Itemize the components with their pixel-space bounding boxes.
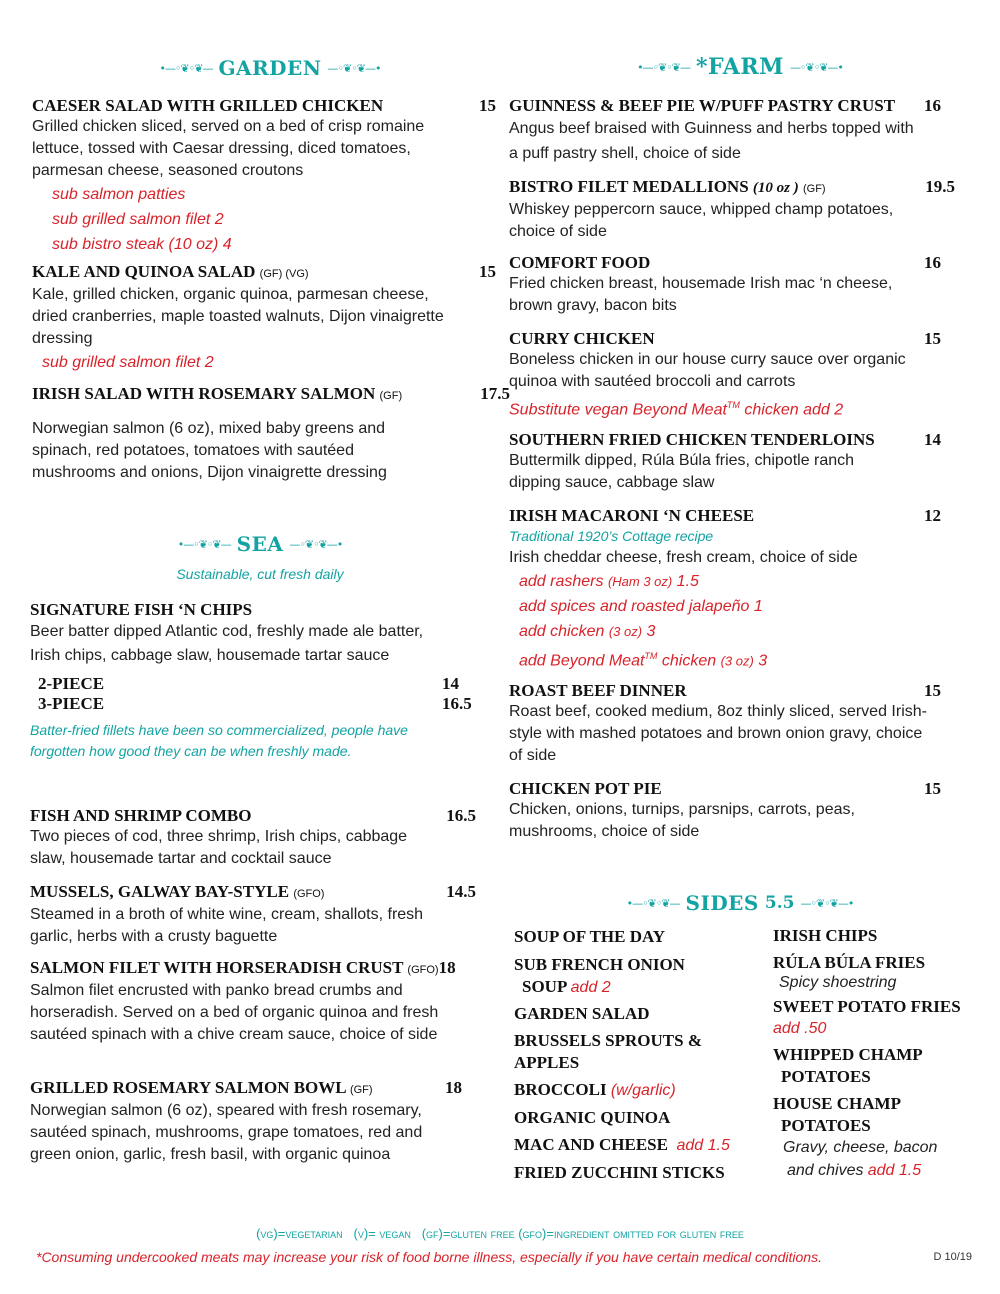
sides-header [600, 891, 880, 915]
side-item: ORGANIC QUINOA [514, 1108, 671, 1127]
item-name: GRILLED ROSEMARY SALMON BOWL [30, 1078, 346, 1097]
farm-header [600, 54, 880, 80]
item-name: SOUTHERN FRIED CHICKEN TENDERLOINS [509, 430, 875, 449]
item-name: CURRY CHICKEN [509, 329, 655, 348]
item-price: 18 [438, 958, 456, 977]
menu-item [32, 262, 496, 375]
menu-item [509, 177, 959, 243]
side-item: BRUSSELS SPROUTS & APPLES [514, 1031, 703, 1072]
item-price: 15 [479, 96, 496, 115]
flourish-icon: •—◦❦◦❦— [177, 537, 231, 551]
option-price: 16.5 [442, 694, 472, 713]
side-item: SOUP OF THE DAY [514, 927, 665, 946]
flourish-icon: •—◦❦◦❦— [626, 896, 680, 910]
menu-item [509, 506, 949, 673]
option-row [38, 674, 476, 694]
sea-header [130, 532, 390, 556]
menu-item [30, 958, 480, 1046]
item-add: add rashers (Ham 3 oz) 1.5 [519, 573, 699, 590]
side-item: HOUSE CHAMP POTATOES Gravy, cheese, bacon and chives add 1.5 [773, 1094, 938, 1179]
menu-item [32, 384, 510, 484]
item-tags: (GF) [349, 1084, 373, 1096]
option-name: 3-PIECE [38, 694, 105, 713]
side-item: IRISH CHIPS [773, 926, 878, 945]
item-add: add chicken (3 oz) 3 [519, 623, 656, 640]
item-desc: Roast beef, cooked medium, 8oz thinly sliced, served Irish-style with mashed potatoes and brown onion gravy, choice of side [509, 703, 927, 764]
menu-item [32, 96, 496, 257]
menu-item [30, 882, 480, 948]
side-item: SWEET POTATO FRIES add .50 [773, 997, 961, 1037]
item-name: SALMON FILET WITH HORSERADISH CRUST [30, 958, 404, 977]
menu-item [509, 779, 949, 843]
item-desc: Chicken, onions, turnips, parsnips, carrots, peas, mushrooms, choice of side [509, 801, 855, 840]
flourish-icon: —◦❦◦❦—• [289, 537, 343, 551]
side-item: BROCCOLI (w/garlic) [514, 1080, 676, 1099]
item-price: 14.5 [446, 882, 476, 901]
menu-item [509, 253, 949, 317]
item-desc: Steamed in a broth of white wine, cream, shallots, fresh garlic, herbs with a crusty baguette [30, 906, 424, 945]
option-row [38, 694, 476, 714]
item-sub: Substitute vegan Beyond Meat™ chicken add 2 [509, 400, 844, 419]
item-desc: Salmon filet encrusted with panko bread crumbs and horseradish. Served on a bed of organic quinoa and fresh sautéed spinach with a chive cream sauce, choice of side [30, 982, 439, 1043]
item-desc: Buttermilk dipped, Rúla Búla fries, chipotle ranch dipping sauce, cabbage slaw [509, 452, 855, 491]
section-title-farm: *FARM [695, 54, 785, 80]
item-price: 19.5 [925, 177, 955, 196]
side-item: SUB FRENCH ONION SOUP add 2 [514, 955, 685, 996]
item-name: COMFORT FOOD [509, 253, 651, 272]
item-price: 16 [924, 96, 941, 115]
flourish-icon: —◦❦◦❦—• [327, 61, 381, 75]
item-note: Traditional 1920’s Cottage recipe [509, 528, 714, 544]
item-tags: (GFO) [407, 964, 439, 976]
item-name: IRISH SALAD WITH ROSEMARY SALMON [32, 384, 376, 403]
item-price: 12 [924, 506, 941, 525]
flourish-icon: —◦❦◦❦—• [800, 896, 854, 910]
section-title-sea: SEA [236, 532, 284, 556]
item-price: 16.5 [446, 806, 476, 825]
item-add: add spices and roasted jalapeño 1 [519, 598, 763, 615]
flourish-icon: —◦❦◦❦—• [790, 60, 843, 74]
garden-header [130, 56, 410, 80]
item-name: KALE AND QUINOA SALAD [32, 262, 256, 281]
menu-item [30, 806, 480, 870]
menu-item [509, 96, 949, 166]
item-desc: Beer batter dipped Atlantic cod, freshly made ale batter, Irish chips, cabbage slaw, housemade tartar sauce [30, 623, 424, 664]
side-item: RÚLA BÚLA FRIES Spicy shoestring [773, 953, 926, 991]
item-price: 15 [479, 262, 496, 281]
option-price: 14 [442, 674, 459, 693]
side-item: FRIED ZUCCHINI STICKS [514, 1163, 725, 1182]
item-price: 15 [924, 779, 941, 798]
option-name: 2-PIECE [38, 674, 105, 693]
section-title-garden: GARDEN [218, 56, 322, 80]
item-name: CAESER SALAD WITH GRILLED CHICKEN [32, 96, 384, 115]
item-name-extra: (10 oz ) [752, 180, 799, 196]
menu-item [30, 600, 480, 762]
item-desc: Fried chicken breast, housemade Irish mac ‘n cheese, brown gravy, bacon bits [509, 275, 893, 314]
item-name: BISTRO FILET MEDALLIONS [509, 177, 749, 196]
menu-item [509, 681, 949, 767]
item-name: GUINNESS & BEEF PIE W/PUFF PASTRY CRUST [509, 96, 896, 115]
side-item: GARDEN SALAD [514, 1004, 650, 1023]
item-price: 17.5 [480, 384, 510, 403]
item-note: Batter-fried fillets have been so commercialized, people have forgotten how good they can be when freshly made. [30, 722, 408, 759]
item-tags: (GF) (VG) [259, 268, 309, 280]
item-name: MUSSELS, GALWAY BAY-STYLE [30, 882, 290, 901]
item-name: SIGNATURE FISH ‘N CHIPS [30, 600, 253, 619]
item-desc: Norwegian salmon (6 oz), mixed baby greens and spinach, red potatoes, tomatoes with sautéed mushrooms and onions, Dijon vinaigrette dressing [32, 420, 387, 481]
menu-item [509, 329, 949, 422]
section-subtitle: Sustainable, cut fresh daily [176, 566, 344, 582]
flourish-icon: •—◦❦◦❦— [159, 61, 213, 75]
item-name: CHICKEN POT PIE [509, 779, 662, 798]
sides-price: 5.5 [764, 893, 795, 913]
menu-code: D 10/19 [933, 1251, 972, 1263]
item-name: IRISH MACARONI ‘N CHEESE [509, 506, 755, 525]
item-desc: Two pieces of cod, three shrimp, Irish chips, cabbage slaw, housemade tartar and cocktail sauce [30, 828, 408, 867]
item-price: 15 [924, 681, 941, 700]
item-desc: Boneless chicken in our house curry sauce over organic quinoa with sautéed broccoli and carrots [509, 351, 906, 390]
item-name: ROAST BEEF DINNER [509, 681, 687, 700]
item-desc: Grilled chicken sliced, served on a bed of crisp romaine lettuce, tossed with Caesar dressing, diced tomatoes, parmesan cheese, seasoned croutons [32, 118, 425, 179]
disclaimer: *Consuming undercooked meats may increase your risk of food borne illness, especially if you have certain medical conditions. [36, 1249, 822, 1265]
item-tags: (GFO) [293, 888, 325, 900]
item-sub: sub grilled salmon filet 2 [42, 354, 214, 371]
item-sub: sub grilled salmon filet 2 [52, 211, 224, 228]
item-price: 15 [924, 329, 941, 348]
menu-item [509, 430, 949, 494]
item-desc: Norwegian salmon (6 oz), speared with fresh rosemary, sautéed spinach, mushrooms, grape tomatoes, red and green onion, garlic, fresh basil, with organic quinoa [30, 1102, 423, 1163]
section-title-sides: SIDES [685, 891, 759, 915]
item-price: 16 [924, 253, 941, 272]
item-desc: Whiskey peppercorn sauce, whipped champ potatoes, choice of side [509, 201, 894, 240]
item-sub: sub salmon patties [52, 186, 186, 203]
item-name: FISH AND SHRIMP COMBO [30, 806, 252, 825]
item-desc: Kale, grilled chicken, organic quinoa, parmesan cheese, dried cranberries, maple toasted walnuts, Dijon vinaigrette dressing [32, 286, 444, 347]
item-price: 18 [445, 1078, 462, 1097]
item-sub: sub bistro steak (10 oz) 4 [52, 236, 232, 253]
item-desc: Irish cheddar cheese, fresh cream, choice of side [509, 549, 858, 566]
item-add: add Beyond Meat™ chicken (3 oz) 3 [519, 651, 768, 670]
side-item: MAC AND CHEESE add 1.5 [514, 1135, 730, 1154]
menu-item [30, 1078, 480, 1166]
side-item: WHIPPED CHAMP POTATOES [773, 1045, 923, 1086]
flourish-icon: •—◦❦◦❦— [637, 60, 690, 74]
item-desc: Angus beef braised with Guinness and herbs topped with a puff pastry shell, choice of side [509, 120, 914, 162]
item-tags: (GF) [379, 390, 403, 402]
item-tags: (GF) [802, 183, 826, 195]
item-price: 14 [924, 430, 941, 449]
dietary-legend: (vg)=vegetarian (v)= vegan (gf)=gluten free (gfo)=ingredient omitted for gluten free [256, 1226, 744, 1241]
